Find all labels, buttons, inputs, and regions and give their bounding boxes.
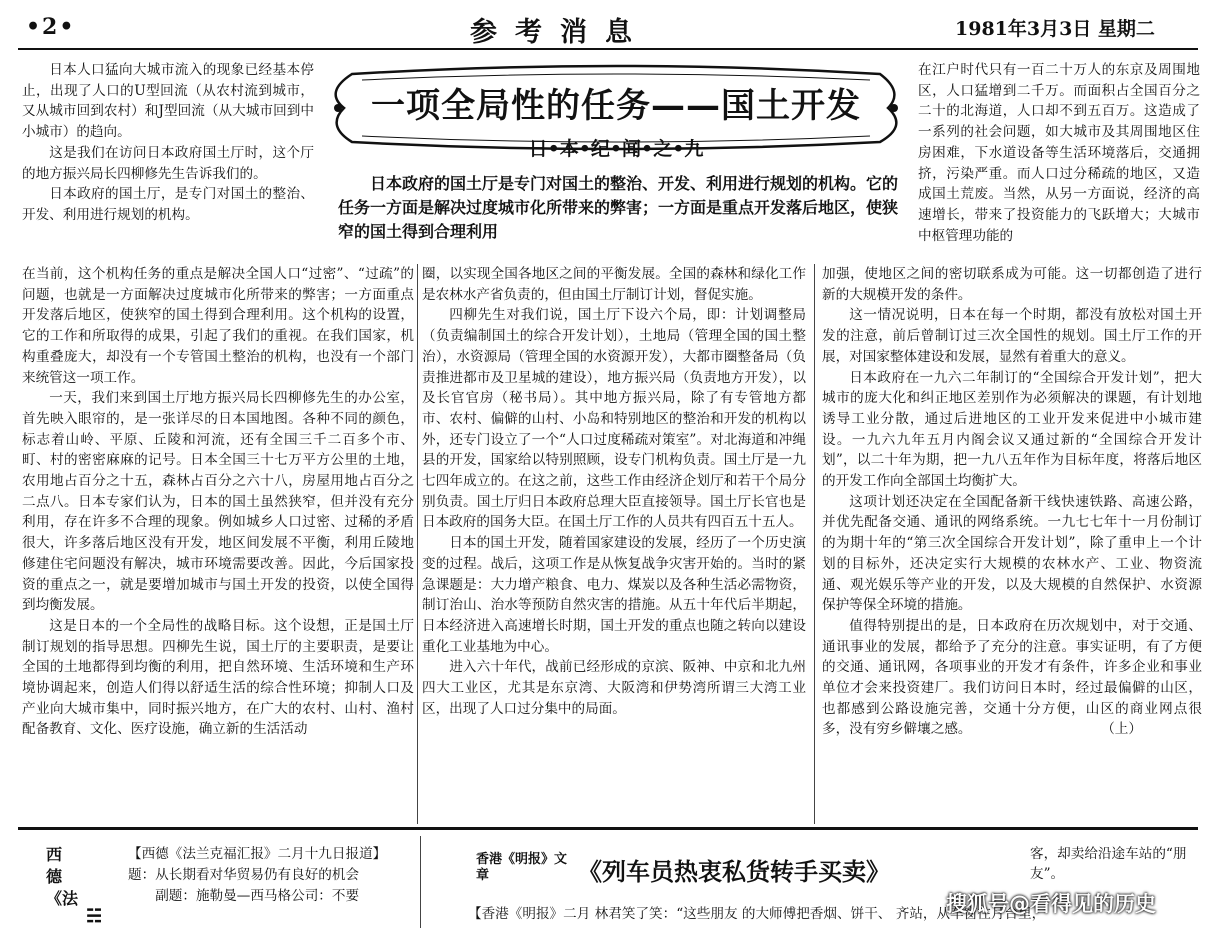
brief-west-germany — [128, 844, 412, 907]
paragraph: 日本的国土开发，随着国家建设的发展，经历了一个历史演变的过程。战后，这项工作是从恢复战争灾害开始的。当时的紧急课题是：大力增产粮食、电力、煤炭以及各种生活必需物资，制订治山、治水等预防自然灾害的措施。从五十年代后半期起，日本经济进入高速增长时期，国土开发的重点也随之转向以建设重化工业基地为中心。 — [422, 535, 806, 655]
article-source: 香港《明报》文章 — [476, 852, 568, 883]
paragraph: 这项计划还决定在全国配备新干线快速铁路、高速公路，并优先配备交通、通讯的网络系统。一九七七年十一月份制订的为期十年的“第三次全国综合开发计划”，除了重申上一个计划的目标外，还决定实行大规模的农林水产、工业、物资流通、观光娱乐等产业的开发，以及大规模的自然保护、水资源保护等保全环境的措施。 — [822, 493, 1202, 614]
bottom-section — [0, 830, 1217, 928]
decorative-glyph: ☵ — [86, 906, 103, 927]
top-rule — [18, 48, 1198, 50]
paragraph — [822, 616, 1202, 740]
paragraph: 在江户时代只有一百二十万人的东京及周围地区，人口猛增到二千万。而面积占全国百分之二十的北海道，人口却不到五百万。这造成了一系列的社会问题，如大城市及其周围地区住房困难，下水道设备等生活环境落后，交通拥挤，污染严重。而人口过分稀疏的地区，又造成国土荒废。当然，从另一方面说，经济的高速增长，带来了投资能力的飞跃增大；大城市中枢管理功能的 — [918, 62, 1200, 244]
column-2 — [422, 264, 806, 828]
paragraph: 四柳先生对我们说，国土厅下设六个局，即：计划调整局（负责编制国土的综合开发计划），土地局（管理全国的国土整治），水资源局（管理全国的水资源开发），大都市圈整备局（负责推进都市及卫星城的建设），地方振兴局（负责地方开发），以及长官官房（秘书局）。其中地方振兴局，除了有专管地方都市、农村、偏僻的山村、小岛和特别地区的整治和开发的机构以外，还专门设立了一个“人口过度稀疏对策室”。对北海道和冲绳县的开发，国家给以特别照顾，设专门机构负责。国土厅是一九七四年成立的。在这之前，这些工作由经济企划厅和若干个局分别负责。国土厅归日本政府总理大臣直接领导。国土厅长官也是日本政府的国务大臣。在国土厅工作的人员共有四百五十五人。 — [422, 307, 806, 531]
brief-line: 【西德《法兰克福汇报》二月十九日报道】题：从长期看对华贸易仍有良好的机会 — [128, 846, 387, 883]
issue-date: 1981年3月3日 星期二 — [955, 18, 1155, 40]
paragraph: 这是日本的一个全局性的战略目标。这个设想，正是国土厅制订规划的指导思想。四柳先生说，国土厅的主要职责，是要让全国的土地都得到均衡的利用，把自然环境、生活环境和生产环境协调起来，创造人们得以舒适生活的综合性环境；抑制人口及产业向大城市集中，同时振兴地方，在广大的农村、山村、渔村配备教育、文化、医疗设施，确立新的生活活动 — [22, 617, 414, 738]
column-divider — [420, 836, 421, 928]
paper-name: 参考消息 — [470, 17, 650, 48]
page-number: •2• — [26, 14, 76, 40]
masthead — [0, 0, 1217, 48]
paragraph-text: 值得特别提出的是，日本政府在历次规划中，对于交通、通讯事业的发展，都给予了充分的注意。事实证明，有了方便的交通、通讯网，各项事业的开发才有条件，许多企业和事业单位才会来投资建厂。我们访问日本时，经过最偏僻的山区，也都感到公路设施完善，交通十分方便，山区的商业网点很多，没有穷乡僻壤之感。 — [822, 617, 1202, 738]
paragraph: 在当前，这个机构任务的重点是解决全国人口“过密”、“过疏”的问题，也就是一方面解决过度城市化所带来的弊害；一方面重点开发落后地区，使狭窄的国土得到合理利用。这个机构的设置，它的工作和所取得的成果，引起了我们的重视。在我们国家，机构重叠庞大，却没有一个专管国土整治的机构，也没有一个部门来统管这一项工作。 — [22, 266, 414, 386]
paragraph: 日本政府在一九六二年制订的“全国综合开发计划”，把大城市的庞大化和纠正地区差别作为必须解决的课题，有计划地诱导工业分散，通过后进地区的工业开发来促进中小城市建设。一九六九年五月内阁会议又通过新的“全国综合开发计划”，以二十年为期，把一九八五年作为目标年度，将落后地区的开发工作向全部国土均衡扩大。 — [822, 369, 1202, 490]
paragraph: 日本人口猛向大城市流入的现象已经基本停止，出现了人口的U型回流（从农村流到城市，又从城市回到农村）和J型回流（从大城市回到中小城市）的趋向。 — [22, 62, 314, 141]
article-subhead: 日•本•纪•闻•之•九 — [528, 138, 704, 160]
brief-line: 客，却卖给沿途车站的“朋友”。 — [1030, 846, 1187, 882]
brief-line: 副题：施勒曼—西马格公司：不要 — [155, 888, 360, 904]
paragraph: 圈，以实现全国各地区之间的平衡发展。全国的森林和绿化工作是农林水产省负责的，但由国土厅制订计划，督促实施。 — [422, 266, 806, 303]
vertical-column-label: 西德《法 — [46, 845, 79, 908]
article-lede: 日本政府的国土厅是专门对国土的整治、开发、利用进行规划的机构。它的任务一方面是解决过度城市化所带来的弊害；一方面是重点开发落后地区，使狭窄的国土得到合理利用 — [338, 174, 899, 241]
paragraph: 这一情况说明，日本在每一个时期，都没有放松对国土开发的注意，前后曾制订过三次全国性的规划。国土厅工作的开展，对国家整体建设和发展，显然有着重大的意义。 — [822, 307, 1202, 365]
bottom-article-title: 《列车员热衷私货转手买卖》 — [578, 858, 890, 886]
column-divider — [814, 264, 815, 824]
bottom-article-continued — [1030, 844, 1210, 884]
watermark: 搜狐号@看得见的历史 — [946, 892, 1156, 916]
column-1 — [22, 264, 414, 828]
part-marker: （上） — [1101, 721, 1142, 738]
column-divider — [417, 264, 418, 824]
column-3 — [822, 264, 1202, 828]
paragraph: 进入六十年代，战前已经形成的京滨、阪神、中京和北九州四大工业区，尤其是东京湾、大阪湾和伊势湾所谓三大湾工业区，出现了人口过分集中的局面。 — [422, 659, 806, 717]
bottom-article-text: 【香港《明报》二月 林君笑了笑：“这些朋友 的大师傅把香烟、饼干、 齐站，从车窗往月台里， — [468, 906, 1046, 922]
paragraph: 加强，使地区之间的密切联系成为可能。这一切都创造了进行新的大规模开发的条件。 — [822, 266, 1202, 303]
article-headline: 一项全局性的任务——国土开发 — [371, 86, 861, 126]
column-3-top — [918, 60, 1200, 260]
paragraph: 一天，我们来到国土厅地方振兴局长四柳修先生的办公室，首先映入眼帘的，是一张详尽的日本国地图。各种不同的颜色，标志着山岭、平原、丘陵和河流，还有全国三千二百多个市、町、村的密密麻麻的记号。日本全国三十七万平方公里的土地，农用地占百分之十五，森林占百分之六十八，房屋用地占百分之二点八。日本专家们认为，日本的国土虽然狭窄，但并没有充分利用，存在许多不合理的现象。例如城乡人口过密、过稀的矛盾很大，许多落后地区没有开发，地区间发展不平衡，利用丘陵地修建住宅问题没有解决，城市环境需要改善。因此，今后国家投资的重点之一，就是要增加城市与国土开发的投资，以使全国得到均衡发展。 — [22, 390, 414, 614]
paragraph: 日本政府的国土厅，是专门对国土的整治、开发、利用进行规划的机构。 — [22, 186, 314, 223]
column-1-top — [22, 60, 314, 260]
paragraph: 这是我们在访问日本政府国土厅时，这个厅的地方振兴局长四柳修先生告诉我们的。 — [22, 144, 314, 182]
